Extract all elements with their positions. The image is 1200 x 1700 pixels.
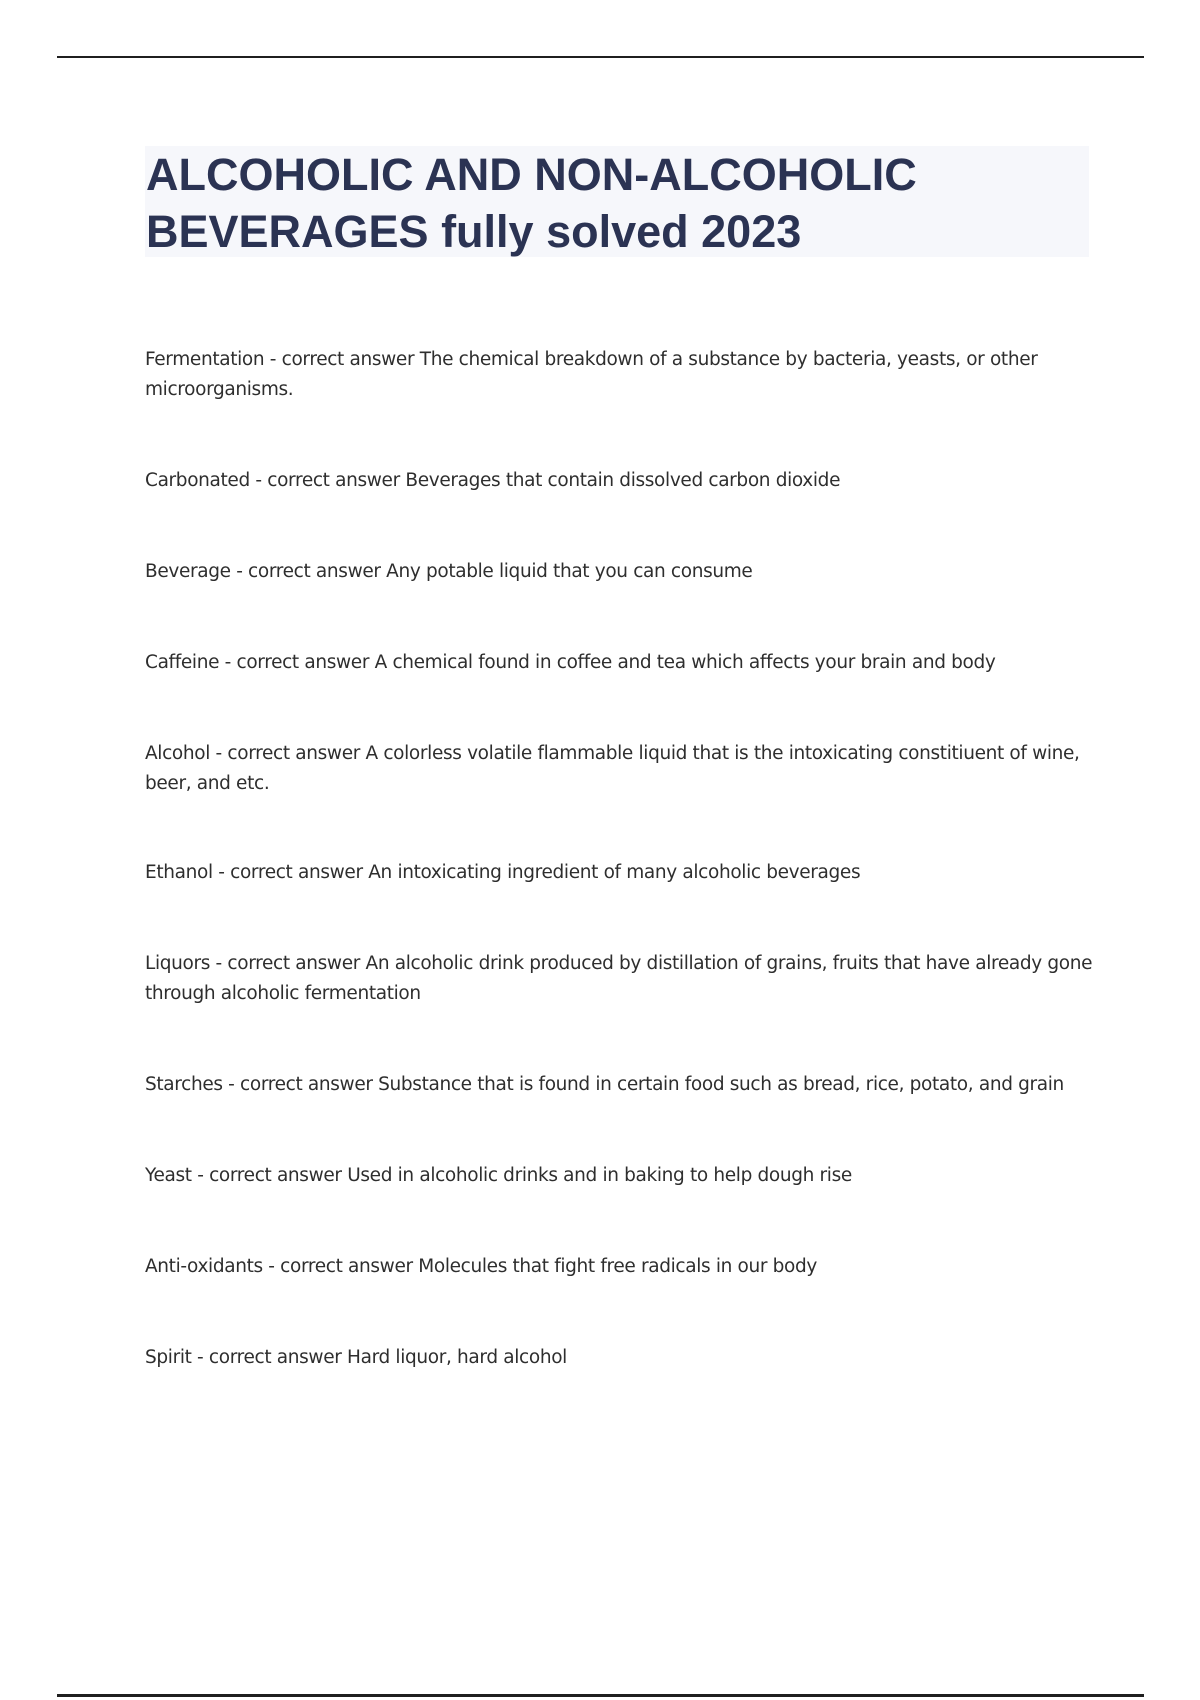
qa-item-carbonated: Carbonated - correct answer Beverages that contain dissolved carbon dioxide (145, 470, 841, 491)
qa-item-yeast: Yeast - correct answer Used in alcoholic drinks and in baking to help dough rise (145, 1165, 852, 1186)
title-block (145, 146, 1089, 257)
qa-item-anti-oxidants: Anti-oxidants - correct answer Molecules that fight free radicals in our body (145, 1256, 817, 1277)
top-divider (57, 56, 1144, 58)
document-title: ALCOHOLIC AND NON-ALCOHOLIC BEVERAGES fully solved 2023 (146, 149, 917, 257)
qa-item-ethanol: Ethanol - correct answer An intoxicating ingredient of many alcoholic beverages (145, 862, 861, 883)
qa-item-alcohol: Alcohol - correct answer A colorless volatile flammable liquid that is the intoxicating constitiuent of wine, beer, and etc. (145, 743, 1080, 794)
qa-item-fermentation: Fermentation - correct answer The chemical breakdown of a substance by bacteria, yeasts, or other microorganisms. (145, 349, 1038, 400)
bottom-divider (57, 1694, 1144, 1697)
qa-item-starches: Starches - correct answer Substance that is found in certain food such as bread, rice, potato, and grain (145, 1074, 1064, 1095)
qa-item-spirit: Spirit - correct answer Hard liquor, hard alcohol (145, 1347, 567, 1368)
qa-item-caffeine: Caffeine - correct answer A chemical found in coffee and tea which affects your brain and body (145, 652, 996, 673)
qa-item-beverage: Beverage - correct answer Any potable liquid that you can consume (145, 561, 753, 582)
qa-item-liquors: Liquors - correct answer An alcoholic drink produced by distillation of grains, fruits that have already gone through alcoholic fermentation (145, 953, 1093, 1004)
